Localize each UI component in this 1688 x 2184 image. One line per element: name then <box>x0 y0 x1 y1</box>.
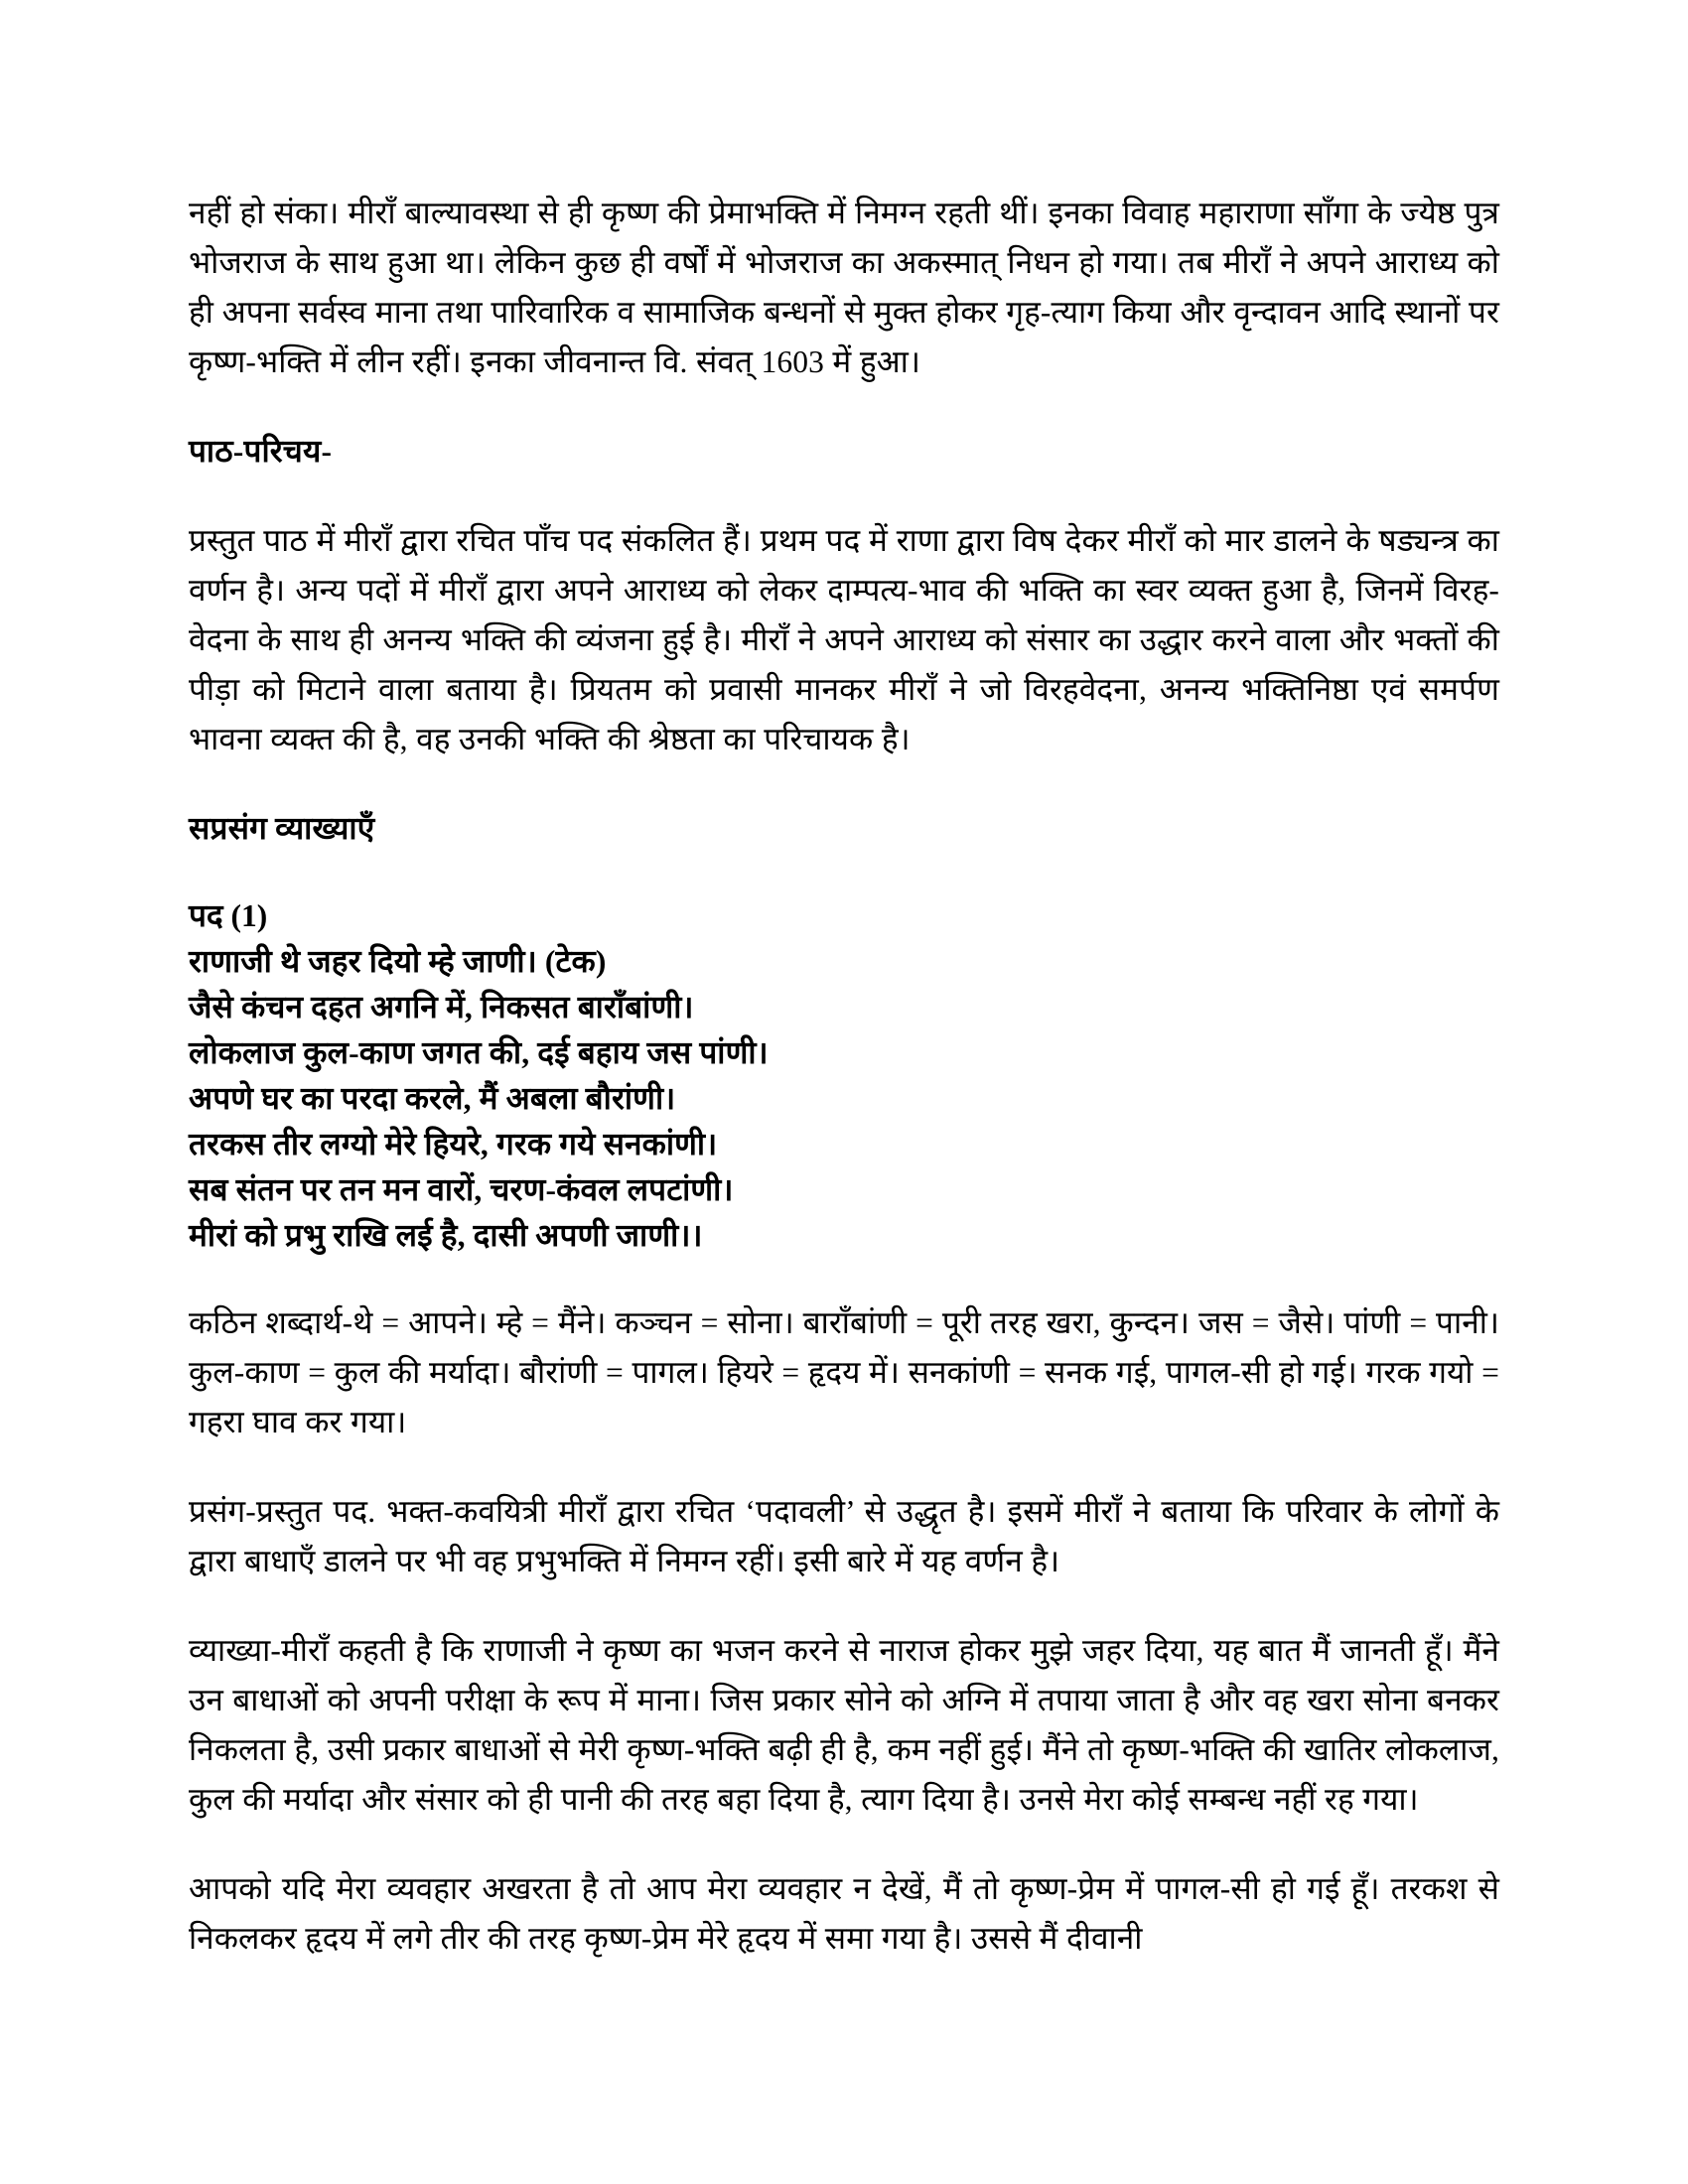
pad-1-block <box>189 893 1499 1259</box>
pad-1-line-4: अपणे घर का परदा करले, मैं अबला बौरांणी। <box>189 1081 676 1116</box>
heading-saprasang-vyakhyaen: सप्रसंग व्याख्याएँ <box>189 811 375 846</box>
pad-1-line-7: मीरां को प्रभु राखि लई है, दासी अपणी जाणी।। <box>189 1218 703 1253</box>
intro-paragraph: नहीं हो संका। मीराँ बाल्यावस्था से ही कृष्ण की प्रेमाभक्ति में निमग्न रहती थीं। इनका विवाह महाराणा साँगा के ज्येष्ठ पुत्र भोजराज के साथ हुआ था। लेकिन कुछ ही वर्षों में भोजराज का अकस्मात् निधन हो गया। तब मीराँ ने अपने आराध्य को ही अपना सर्वस्व माना तथा पारिवारिक व सामाजिक बन्धनों से मुक्त होकर गृह-त्याग किया और वृन्दावन आदि स्थानों पर कृष्ण-भक्ति में लीन रहीं। इनका जीवनान्त वि. संवत् 1603 में हुआ। <box>189 196 1499 379</box>
kathin-shabdarth-paragraph: कठिन शब्दार्थ-थे = आपने। म्हे = मैंने। कञ्चन = सोना। बाराँबांणी = पूरी तरह खरा, कुन्दन। जस = जैसे। पांणी = पानी। कुल-काण = कुल की मर्यादा। बौरांणी = पागल। हियरे = हृदय में। सनकांणी = सनक गई, पागल-सी हो गई। गरक गयो = गहरा घाव कर गया। <box>189 1305 1499 1439</box>
pad-1-line-2: जैसे कंचन दहत अगनि में, निकसत बाराँबांणी। <box>189 990 694 1024</box>
pad-1-line-5: तरकस तीर लग्यो मेरे हियरे, गरक गये सनकांणी। <box>189 1127 718 1161</box>
pad-1-line-3: लोकलाज कुल-काण जगत की, दई बहाय जस पांणी। <box>189 1035 769 1070</box>
path-parichay-paragraph: प्रस्तुत पाठ में मीराँ द्वारा रचित पाँच पद संकलित हैं। प्रथम पद में राणा द्वारा विष देकर मीराँ को मार डालने के षड्यन्त्र का वर्णन है। अन्य पदों में मीराँ द्वारा अपने आराध्य को लेकर दाम्पत्य-भाव की भक्ति का स्वर व्यक्त हुआ है, जिनमें विरह-वेदना के साथ ही अनन्य भक्ति की व्यंजना हुई है। मीराँ ने अपने आराध्य को संसार का उद्धार करने वाला और भक्तों की पीड़ा को मिटाने वाला बताया है। प्रियतम को प्रवासी मानकर मीराँ ने जो विरहवेदना, अनन्य भक्तिनिष्ठा एवं समर्पण भावना व्यक्त की है, वह उनकी भक्ति की श्रेष्ठता का परिचायक है। <box>189 523 1499 756</box>
prasang-paragraph: प्रसंग-प्रस्तुत पद. भक्त-कवयित्री मीराँ द्वारा रचित ‘पदावली’ से उद्धृत है। इसमें मीराँ ने बताया कि परिवार के लोगों के द्वारा बाधाएँ डालने पर भी वह प्रभुभक्ति में निमग्न रहीं। इसी बारे में यह वर्णन है। <box>189 1494 1499 1578</box>
heading-path-parichay: पाठ-परिचय- <box>189 434 333 469</box>
vyakhya-paragraph-1: व्याख्या-मीराँ कहती है कि राणाजी ने कृष्ण का भजन करने से नाराज होकर मुझे जहर दिया, यह बात मैं जानती हूँ। मैंने उन बाधाओं को अपनी परीक्षा के रूप में माना। जिस प्रकार सोने को अग्नि में तपाया जाता है और वह खरा सोना बनकर निकलता है, उसी प्रकार बाधाओं से मेरी कृष्ण-भक्ति बढ़ी ही है, कम नहीं हुई। मैंने तो कृष्ण-भक्ति की खातिर लोकलाज, कुल की मर्यादा और संसार को ही पानी की तरह बहा दिया है, त्याग दिया है। उनसे मेरा कोई सम्बन्ध नहीं रह गया। <box>189 1633 1499 1817</box>
vyakhya-paragraph-2: आपको यदि मेरा व्यवहार अखरता है तो आप मेरा व्यवहार न देखें, मैं तो कृष्ण-प्रेम में पागल-सी हो गई हूँ। तरकश से निकलकर हृदय में लगे तीर की तरह कृष्ण-प्रेम मेरे हृदय में समा गया है। उससे मैं दीवानी <box>189 1871 1499 1956</box>
pad-1-line-6: सब संतन पर तन मन वारों, चरण-कंवल लपटांणी। <box>189 1172 734 1207</box>
document-body <box>189 189 1499 1964</box>
pad-1-line-1: राणाजी थे जहर दियो म्हे जाणी। (टेक) <box>189 944 607 979</box>
pad-1-title: पद (1) <box>189 898 268 933</box>
